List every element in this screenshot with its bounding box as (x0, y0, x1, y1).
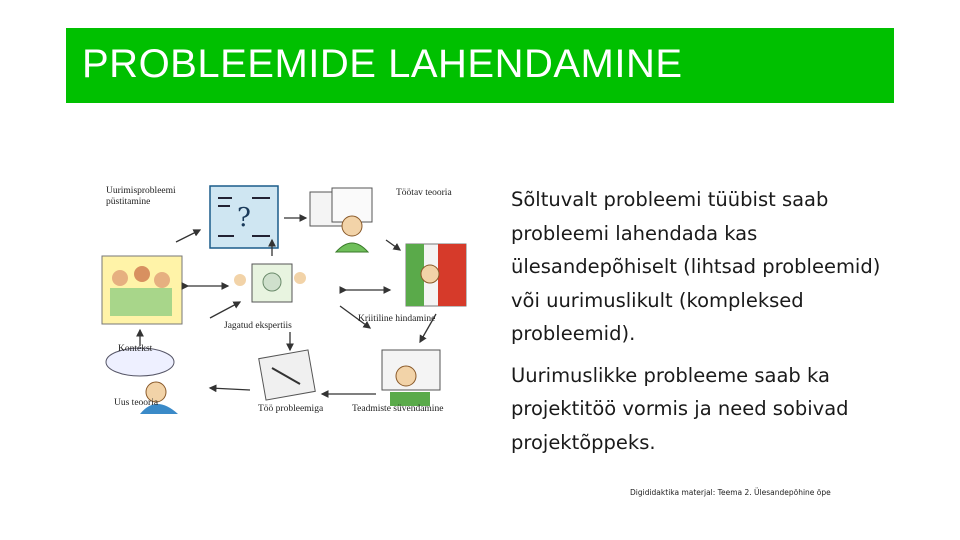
paragraph-project-learning: Uurimuslikke probleeme saab ka projektitöö vormis ja need sobivad projektõppeks. (511, 363, 849, 454)
label-context: Kontekst (118, 344, 153, 354)
critical-evaluation-picture (406, 244, 466, 306)
title-bar (66, 28, 894, 103)
paragraph-problem-types: Sõltuvalt probleemi tüübist saab probleemi lahendada kas ülesandepõhiselt (lihtsad probleemid) või uurimuslikult (kompleksed probleemid). (511, 188, 881, 345)
working-theory-picture (310, 188, 372, 252)
problem-card-picture (210, 186, 278, 248)
label-problem-setting (106, 186, 176, 208)
working-problem-picture (259, 350, 316, 400)
label-problem-setting-line1: Uurimisprobleemi (106, 186, 176, 196)
footer-source: Digididaktika materjal: Teema 2. Ülesandepõhine õpe (630, 488, 831, 497)
label-working-problem: Töö probleemiga (258, 404, 324, 414)
svg-text:?: ? (237, 203, 251, 233)
body-text (511, 183, 911, 467)
slide-title: PROBLEEMIDE LAHENDAMINE (82, 42, 683, 86)
label-new-theory: Uus teooria (114, 398, 159, 408)
inquiry-cycle-diagram (100, 178, 475, 438)
label-deepening-knowledge: Teadmiste süvendamine (352, 404, 444, 414)
deepening-knowledge-picture (382, 350, 440, 406)
context-picture (102, 256, 182, 324)
label-problem-setting-line2: püstitamine (106, 196, 151, 207)
label-critical-evaluation: Kriitiline hindamine (358, 314, 436, 324)
shared-expertise-picture (234, 264, 306, 302)
label-working-theory: Töötav teooria (396, 188, 452, 198)
label-shared-expertise: Jagatud ekspertiis (224, 321, 292, 331)
